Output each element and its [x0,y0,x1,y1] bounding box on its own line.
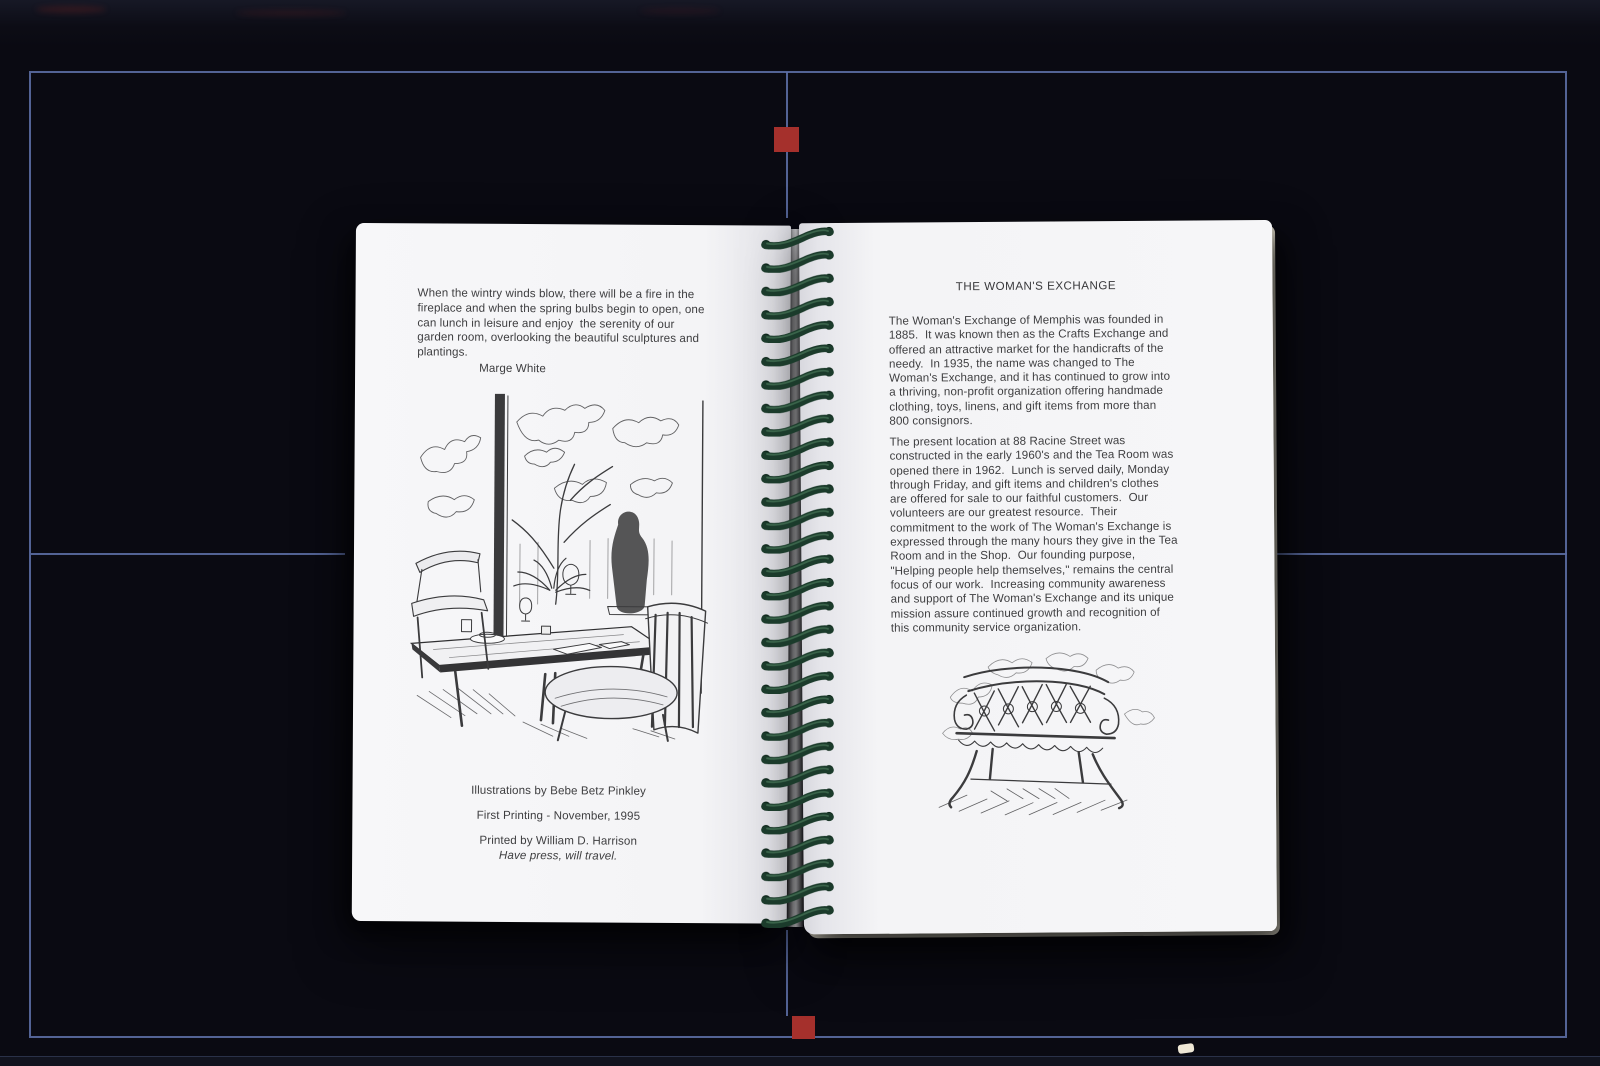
printing-info: First Printing - November, 1995 [476,808,641,823]
garden-bench-illustration [928,636,1167,824]
booklet-left-page [352,223,791,924]
center-guide-line-left [31,553,345,555]
history-paragraph: The Woman's Exchange of Memphis was founded in 1885. It was known then as the Crafts Exchange and offered an attractive market for the handicrafts of the needy. In 1935, the name was changed to The Woman's Exchange, and it has continued to grow into a thriving, non-profit organization offering handmade clothing, toys, linens, and gift items from more than 800 consignors. [888,312,1171,428]
registration-mark-top [774,127,799,152]
surface-smudge [36,6,106,13]
surface-smudge [236,10,346,16]
center-guide-line-top [786,152,788,218]
center-guide-line-right [1267,553,1567,555]
tea-room-table-scene-illustration [403,391,721,745]
location-paragraph: The present location at 88 Racine Street was constructed in the early 1960's and the Tea Room was opened there in 1962. Lunch is served daily, Monday through Friday, and gift items and children's clothes are offered for sale to our faithful customers. Our volunteers are our greatest resource. Their commitment to the work of The Woman's Exchange is expressed through the many hours they give in the Tea Room and in the Shop. Our founding purpose, "Helping people help themselves," remains the central focus of our work. Increasing community awareness and support of The Woman's Exchange and its unique mission assure continued growth and recognition of this community service organization. [889,434,1178,635]
center-guide-line-top [786,72,788,127]
light-streak [0,0,1600,48]
printer-motto: Have press, will travel. [498,848,618,863]
attribution: Marge White [479,361,546,376]
illustration-credit: Illustrations by Bebe Betz Pinkley [471,783,646,798]
printer-credit: Printed by William D. Harrison [479,833,638,848]
booklet-right-page [799,220,1277,934]
paper-speck [1177,1043,1194,1054]
surface-smudge [640,8,720,14]
page-title: THE WOMAN'S EXCHANGE [955,279,1117,294]
center-guide-line-bottom [786,930,788,1016]
intro-paragraph: When the wintry winds blow, there will be a fire in the fireplace and when the spring bulbs begin to open, one can lunch in leisure and enjoy the serenity of our garden room, overlooking the beautiful sculptures and plantings. [417,286,705,359]
registration-mark-bottom [792,1016,815,1039]
table-edge [0,1056,1600,1066]
spiral-binding-coil [755,226,839,928]
